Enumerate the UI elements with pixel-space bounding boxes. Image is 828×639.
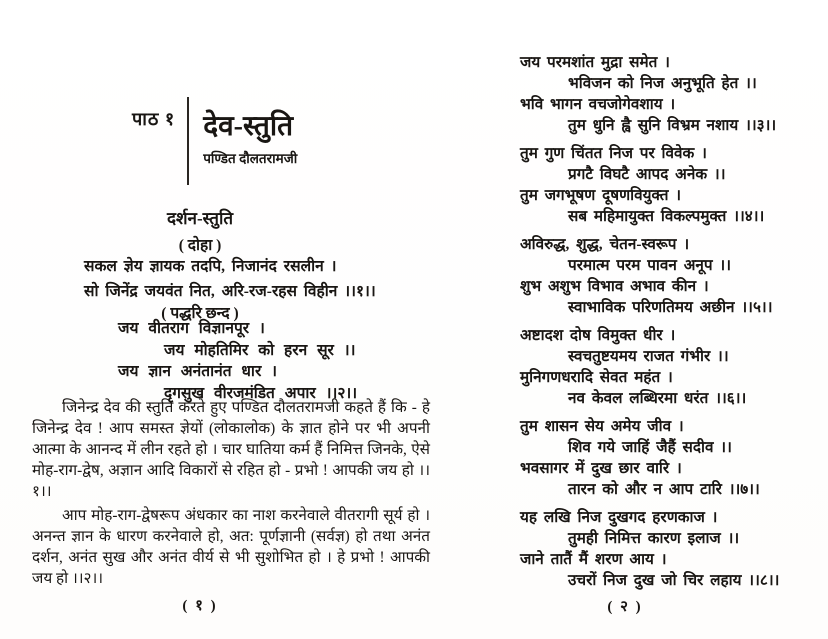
verse-line: जाने तातैं मैं शरण आय ।	[520, 551, 667, 568]
verse-8	[505, 507, 815, 591]
verse-line: भवि भागन वचजोगेवशाय ।	[520, 96, 676, 113]
verse-line: परमात्म परम पावन अनूप ।।	[568, 257, 731, 274]
verse-6	[505, 325, 815, 409]
verse-line: भवसागर में दुख छार वारि ।	[520, 460, 682, 477]
lesson-author: पण्डित दौलतरामजी	[203, 151, 298, 167]
verse-3	[505, 52, 815, 136]
verse-line: जय मोहतिमिर को हरन सूर ।।	[164, 341, 356, 359]
header-vertical-rule	[187, 97, 189, 185]
verse-line: जय ज्ञान अनंतानंत धार ।	[118, 363, 278, 380]
verse-line: अविरुद्ध, शुद्ध, चेतन-स्वरूप ।	[520, 236, 690, 253]
doha-couplet	[84, 254, 376, 304]
verse-line: तुम गुण चिंतत निज पर विवेक ।	[520, 145, 707, 162]
verse-line: शुभ अशुभ विभाव अभाव कीन ।	[520, 278, 709, 295]
commentary-paragraph-2: आप मोह-राग-द्वेषरूप अंधकार का नाश करनेवाले वीतरागी सूर्य हो । अनन्त ज्ञान के धारण करनेवाले हो, अत: पूर्णज्ञानी (सर्वज्ञ) हो तथा अनंत दर्शन, अनंत सुख और अनंत वीर्य से भी सुशोभित हो । हे प्रभो ! आपकी जय हो ।।२।।	[32, 507, 430, 587]
verse-line: भविजन को निज अनुभूति हेत ।।	[568, 75, 757, 92]
lesson-title: देव-स्तुति	[203, 111, 294, 142]
verse-line: मुनिगणधरादि सेवत महंत ।	[520, 369, 673, 386]
right-page-verses	[505, 52, 815, 598]
verse-line: जय परमशांत मुद्रा समेत ।	[520, 54, 670, 71]
title-stack	[203, 97, 297, 167]
commentary-paragraph-1: जिनेन्द्र देव की स्तुति करते हुए पण्डित दौलतरामजी कहते हैं कि - हे जिनेन्द्र देव ! आप समस्त ज्ञेयों (लोकालोक) के ज्ञात होने पर भी अपनी आत्मा के आनन्द में लीन रहते हो । चार घातिया कर्म हैं निमित्त जिनके, ऐसे मोह-राग-द्वेष, अज्ञान आदि विकारों से रहित हो - प्रभो ! आपकी जय हो ।।१।।	[32, 399, 430, 500]
verse-2	[0, 318, 430, 404]
verse-line: तुम धुनि ह्वै सुनि विभ्रम नशाय ।।३।।	[568, 117, 777, 134]
verse-line: दृगसुख वीरजमंडित अपार ।।२।।	[164, 384, 358, 402]
verse-7	[505, 416, 815, 500]
lesson-header	[132, 97, 297, 185]
verse-line: शिव गये जाहिं जैहैं सदीव ।।	[568, 439, 732, 456]
left-page-number: ( १ )	[182, 598, 218, 614]
right-page-number: ( २ )	[607, 599, 643, 615]
verse-line: अष्टादश दोष विमुक्त धीर ।	[520, 327, 676, 344]
verse-4	[505, 143, 815, 227]
verse-line: स्वचतुष्टयमय राजत गंभीर ।।	[568, 348, 729, 365]
verse-line: तुम शासन सेय अमेय जीव ।	[520, 418, 684, 435]
doha-line: सो जिनेंद्र जयवंत नित, अरि-रज-रहस विहीन ।।१।।	[84, 283, 376, 300]
verse-line: प्रगटै विघटै आपद अनेक ।।	[568, 166, 726, 183]
verse-line: जय वीतराग विज्ञानपूर ।	[118, 320, 265, 337]
lesson-number-label: पाठ १	[132, 109, 176, 129]
verse-line: तुमही निमित्त कारण इलाज ।।	[568, 530, 740, 547]
verse-line: तारन को और न आप टारि ।।७।।	[568, 481, 760, 498]
verse-line: यह लखि निज दुखगद हरणकाज ।	[520, 509, 718, 526]
verse-line: उचरों निज दुख जो चिर लहाय ।।८।।	[568, 572, 780, 589]
meter-label-paddhari: ( पद्धरि छन्द )	[161, 305, 239, 322]
verse-line: तुम जगभूषण दूषणवियुक्त ।	[520, 187, 682, 204]
verse-line: स्वाभाविक परिणतिमय अछीन ।।५।।	[568, 299, 773, 316]
verse-5	[505, 234, 815, 318]
commentary-paragraphs	[32, 397, 430, 592]
meter-label-doha: ( दोहा )	[178, 237, 222, 254]
doha-line: सकल ज्ञेय ज्ञायक तदपि, निजानंद रसलीन ।	[84, 258, 337, 275]
section-heading: दर्शन-स्तुति	[166, 209, 234, 228]
verse-line: नव केवल लब्धिरमा धरंत ।।६।।	[568, 390, 747, 407]
verse-line: सब महिमायुक्त विकल्पमुक्त ।।४।।	[568, 208, 765, 225]
